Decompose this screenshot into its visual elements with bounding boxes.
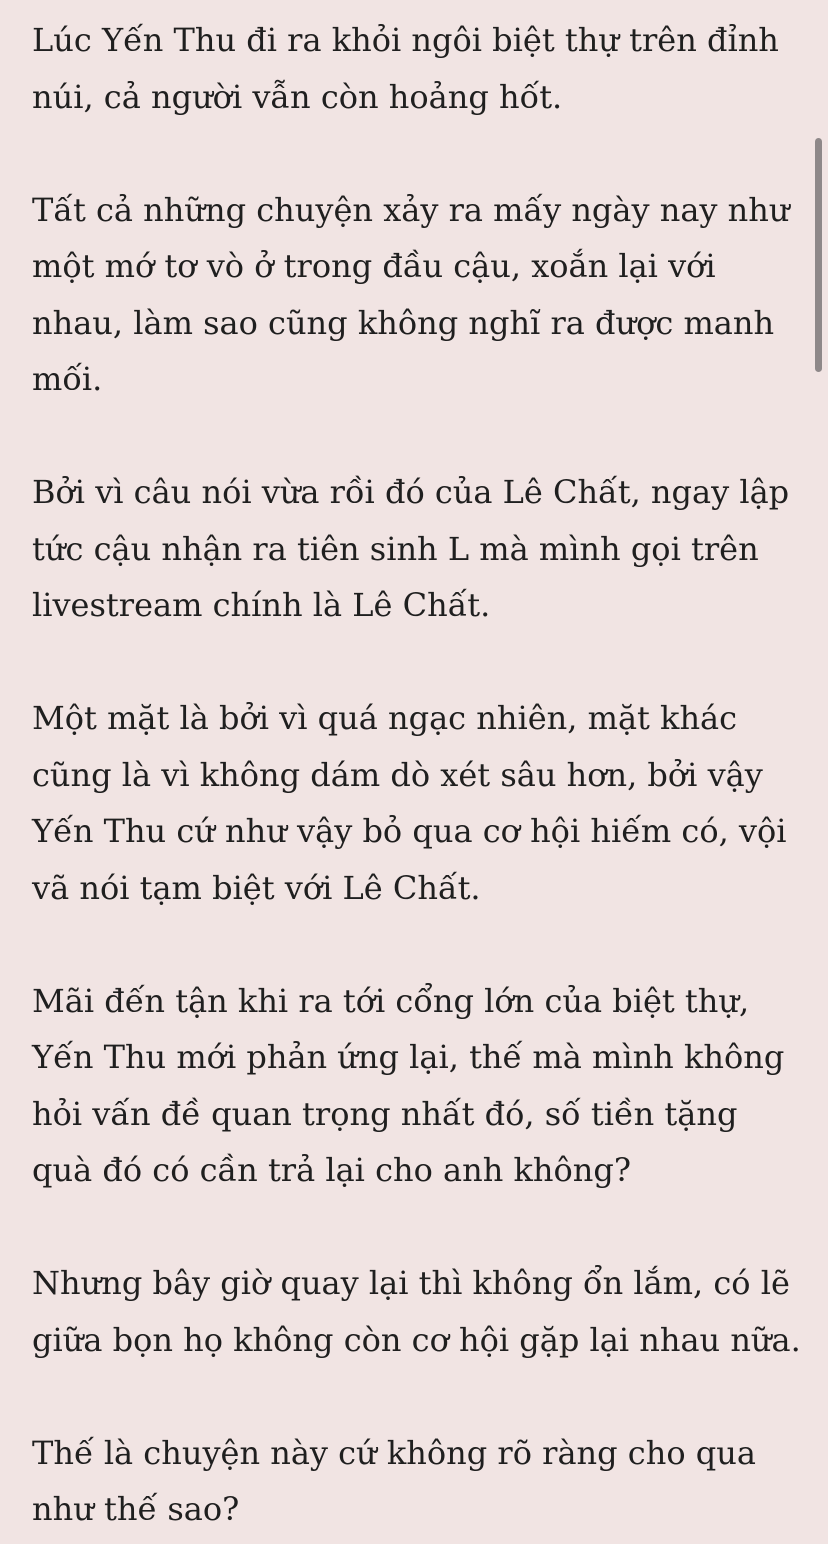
paragraph: Mãi đến tận khi ra tới cổng lớn của biệt thự, Yến Thu mới phản ứng lại, thế mà mình không hỏi vấn đề quan trọng nhất đó, số tiền tặng quà đó có cần trả lại cho anh không? [32,981,785,1189]
scrollbar-thumb[interactable] [815,138,822,372]
paragraph: Bởi vì câu nói vừa rồi đó của Lê Chất, ngay lập tức cậu nhận ra tiên sinh L mà mình gọi trên livestream chính là Lê Chất. [32,473,790,624]
paragraph: Lúc Yến Thu đi ra khỏi ngôi biệt thự trên đỉnh núi, cả người vẫn còn hoảng hốt. [32,21,779,116]
chapter-text [32,12,802,1538]
paragraph: Thế là chuyện này cứ không rõ ràng cho qua như thế sao? [32,1433,756,1528]
paragraph: Một mặt là bởi vì quá ngạc nhiên, mặt khác cũng là vì không dám dò xét sâu hơn, bởi vậy Yến Thu cứ như vậy bỏ qua cơ hội hiếm có, vội vã nói tạm biệt với Lê Chất. [32,699,787,907]
paragraph: Tất cả những chuyện xảy ra mấy ngày nay như một mớ tơ vò ở trong đầu cậu, xoắn lại với nhau, làm sao cũng không nghĩ ra được manh mối. [32,190,790,398]
paragraph: Nhưng bây giờ quay lại thì không ổn lắm, có lẽ giữa bọn họ không còn cơ hội gặp lại nhau nữa. [32,1264,801,1359]
